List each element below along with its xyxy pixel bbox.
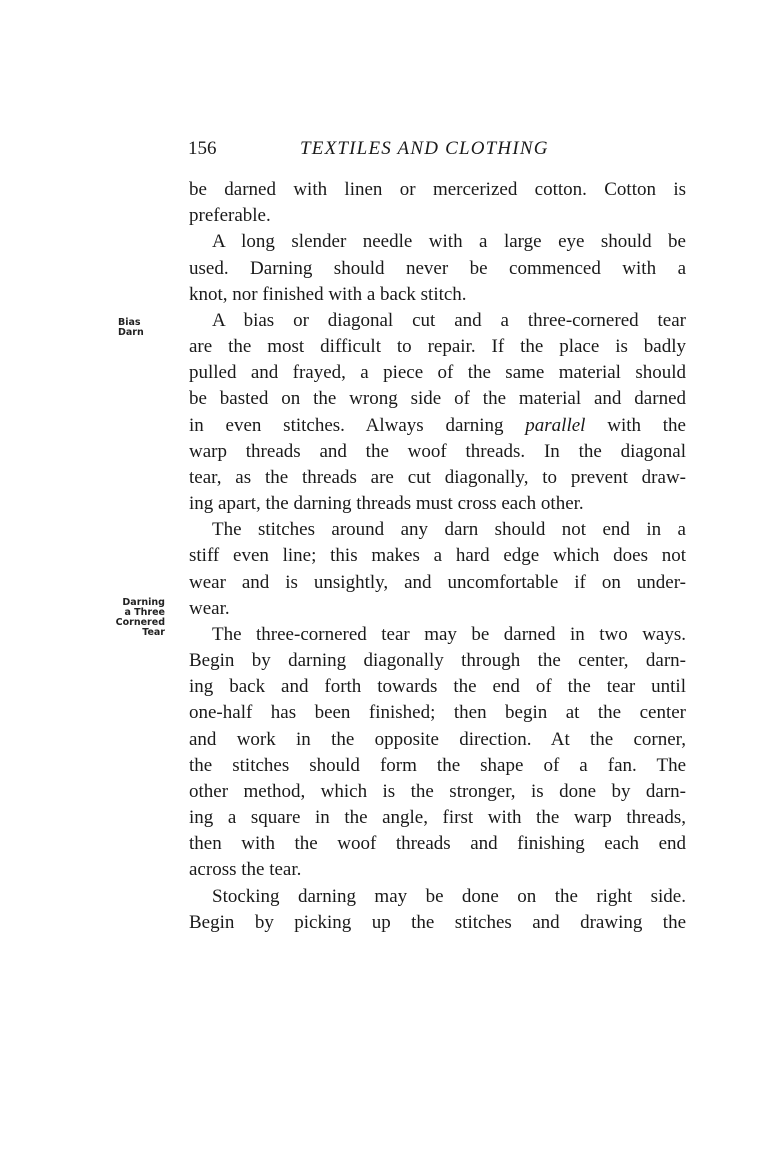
side-note-three-cornered-tear xyxy=(100,598,165,638)
text-segment: ing back and forth towards the end of the tear until xyxy=(189,676,686,698)
text-line xyxy=(189,700,686,726)
text-line xyxy=(189,779,686,805)
text-segment: with the xyxy=(585,414,686,436)
running-header xyxy=(188,138,686,164)
text-line xyxy=(189,334,686,360)
text-line xyxy=(189,674,686,700)
text-line xyxy=(189,439,686,465)
text-segment: ing apart, the darning threads must cross each other. xyxy=(189,493,584,515)
text-segment: warp threads and the woof threads. In the diagonal xyxy=(189,440,686,462)
text-line xyxy=(189,648,686,674)
text-line xyxy=(189,177,686,203)
side-note-line: Tear xyxy=(142,627,165,638)
side-note-bias-darn xyxy=(118,318,158,338)
text-segment: wear. xyxy=(189,597,230,619)
text-line xyxy=(189,308,686,334)
text-line xyxy=(189,596,686,622)
side-note-line: Bias xyxy=(118,317,141,328)
text-segment: and work in the opposite direction. At the corner, xyxy=(189,728,686,750)
text-line xyxy=(189,360,686,386)
side-note-line: Darn xyxy=(118,327,144,338)
text-line xyxy=(189,517,686,543)
text-line xyxy=(189,229,686,255)
text-segment: other method, which is the stronger, is done by darn- xyxy=(189,780,686,802)
text-line xyxy=(189,622,686,648)
text-line xyxy=(189,386,686,412)
text-segment: A bias or diagonal cut and a three-cornered tear xyxy=(212,309,686,331)
text-line xyxy=(189,753,686,779)
text-segment: wear and is unsightly, and uncomfortable if on under- xyxy=(189,571,686,593)
text-line xyxy=(189,543,686,569)
text-line xyxy=(189,413,686,439)
page-number: 156 xyxy=(188,138,217,159)
text-segment: The stitches around any darn should not end in a xyxy=(212,519,686,541)
text-line xyxy=(189,805,686,831)
side-note-line: Darning xyxy=(122,597,165,608)
text-line xyxy=(189,727,686,753)
text-line xyxy=(189,491,686,517)
text-segment: Stocking darning may be done on the right side. xyxy=(212,885,686,907)
text-segment: in even stitches. Always darning xyxy=(189,414,526,436)
text-segment: The three-cornered tear may be darned in two ways. xyxy=(212,623,686,645)
text-segment: A long slender needle with a large eye should be xyxy=(212,231,686,253)
running-title: TEXTILES AND CLOTHING xyxy=(300,138,549,159)
text-segment: used. Darning should never be commenced with a xyxy=(189,257,686,279)
side-note-line: Cornered xyxy=(115,617,165,628)
text-line xyxy=(189,570,686,596)
text-segment: tear, as the threads are cut diagonally, to prevent draw- xyxy=(189,466,686,488)
text-segment: are the most difficult to repair. If the place is badly xyxy=(189,336,686,358)
text-segment: stiff even line; this makes a hard edge which does not xyxy=(189,545,686,567)
text-segment: be basted on the wrong side of the material and darned xyxy=(189,388,686,410)
text-line xyxy=(189,256,686,282)
text-segment: one-half has been finished; then begin at the center xyxy=(189,702,686,724)
text-line xyxy=(189,282,686,308)
text-line xyxy=(189,465,686,491)
text-line xyxy=(189,884,686,910)
text-line xyxy=(189,831,686,857)
body-text xyxy=(189,177,686,936)
text-segment: Begin by picking up the stitches and drawing the xyxy=(189,911,686,933)
text-segment: then with the woof threads and finishing each end xyxy=(189,833,686,855)
text-segment: be darned with linen or mercerized cotton. Cotton is xyxy=(189,179,686,200)
text-line xyxy=(189,857,686,883)
text-segment: preferable. xyxy=(189,205,271,227)
text-line xyxy=(189,203,686,229)
text-segment: Begin by darning diagonally through the center, darn- xyxy=(189,650,686,672)
text-segment: ing a square in the angle, first with the warp threads, xyxy=(189,807,686,829)
text-segment: the stitches should form the shape of a fan. The xyxy=(189,754,686,776)
italic-text: parallel xyxy=(525,414,586,436)
side-note-line: a Three xyxy=(124,607,165,618)
text-line xyxy=(189,910,686,936)
text-segment: knot, nor finished with a back stitch. xyxy=(189,283,467,305)
text-segment: across the tear. xyxy=(189,859,302,881)
text-segment: pulled and frayed, a piece of the same material should xyxy=(189,362,686,384)
